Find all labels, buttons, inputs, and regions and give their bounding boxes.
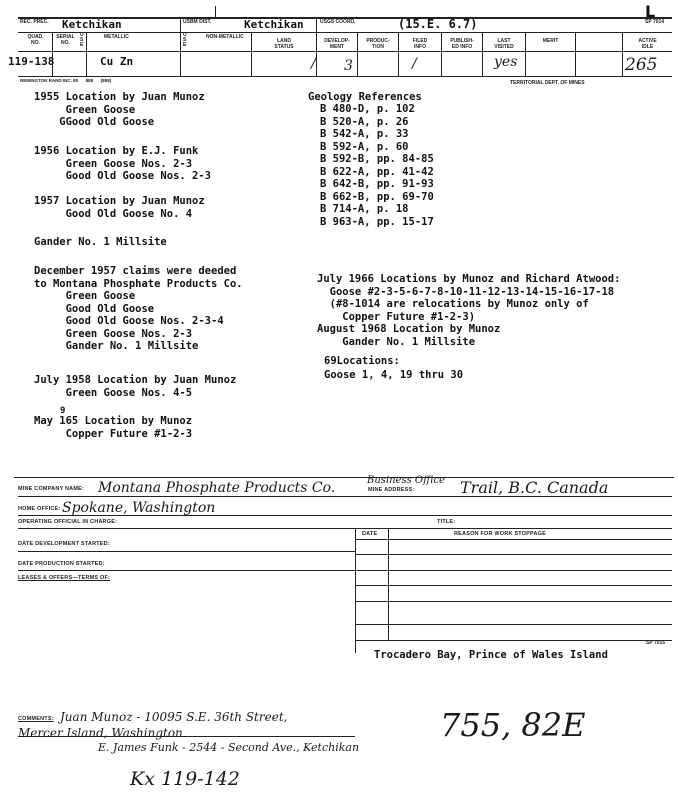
territorial-dept: TERRITORIAL DEPT. OF MINES xyxy=(510,80,585,86)
usbm-dist-label: USBM DIST. xyxy=(183,19,212,25)
comments-label: COMMENTS: xyxy=(18,716,54,722)
serial-no-label: SERIAL NO. xyxy=(56,34,75,46)
mine-address-value: Trail, B.C. Canada xyxy=(460,478,609,497)
stoppage-date-label: DATE xyxy=(362,531,378,537)
left-line: Green Goose xyxy=(34,290,136,302)
usgs-coord-label: USGS COORD. xyxy=(320,19,356,25)
geology-ref: B 480-D, p. 102 xyxy=(320,103,415,115)
right-line: Goose #2-3-5-6-7-8-10-11-12-13-14-15-16-17-18 xyxy=(317,285,615,298)
corner-mark: L xyxy=(645,2,656,21)
geology-ref: B 592-B, pp. 84-85 xyxy=(320,153,434,165)
title-label: TITLE: xyxy=(437,519,456,525)
comments-line: E. James Funk - 2544 - Second Ave., Ketchikan xyxy=(98,741,360,754)
left-line: GGood Old Goose xyxy=(34,116,155,128)
left-line: 1956 Location by E.J. Funk xyxy=(34,145,199,157)
right-line: Goose 1, 4, 19 thru 30 xyxy=(324,369,464,381)
rec-prec-value: Ketchikan xyxy=(62,18,122,31)
location-description: Trocadero Bay, Prince of Wales Island xyxy=(374,649,608,661)
quad-no-label: QUAD. NO. xyxy=(27,34,44,46)
mine-company-label: MINE COMPANY NAME: xyxy=(18,486,85,492)
production-label: PRODUC- TION xyxy=(366,38,390,50)
filed-info-label: FILED INFO xyxy=(412,38,428,50)
geology-ref: B 542-A, p. 33 xyxy=(320,128,409,140)
form-number-lower: SP 7015 xyxy=(646,640,666,646)
left-line: Copper Future #1-2-3 xyxy=(34,428,193,440)
land-status-value: / xyxy=(311,56,316,72)
left-line: 1955 Location by Juan Munoz xyxy=(34,91,205,103)
published-info-value: yes xyxy=(494,54,518,70)
metallic-side-letters: U S E xyxy=(80,32,84,48)
mine-company-value: Montana Phosphate Products Co. xyxy=(98,480,336,496)
metallic-value: Cu Zn xyxy=(100,55,134,68)
left-line: Good Old Goose No. 4 xyxy=(34,207,193,220)
last-visited-label: LAST VISITED xyxy=(494,38,514,50)
home-office-label: HOME OFFICE: xyxy=(18,506,61,512)
left-line: July 1958 Location by Juan Munoz xyxy=(34,374,237,386)
land-status-label: LAND STATUS xyxy=(274,38,294,50)
left-line: Green Goose Nos. 4-5 xyxy=(34,386,193,399)
form-number-top: SP 7014 xyxy=(645,19,665,25)
comments-line: Mercer Island, Washington xyxy=(18,726,183,740)
geology-ref: B 642-B, pp. 91-93 xyxy=(320,178,434,190)
date-production-label: DATE PRODUCTION STARTED: xyxy=(18,561,105,567)
active-idle-value: 265 xyxy=(625,55,658,75)
left-line: Good Old Goose Nos. 2-3 xyxy=(34,170,212,182)
left-line: Good Old Goose Nos. 2-3-4 xyxy=(34,315,224,327)
left-line: to Montana Phosphate Products Co. xyxy=(34,277,243,290)
geology-ref: B 662-B, pp. 69-70 xyxy=(320,190,434,203)
mine-address-label: MINE ADDRESS: xyxy=(368,487,415,493)
right-line: 69Locations: xyxy=(324,355,400,367)
geology-ref: B 963-A, pp. 15-17 xyxy=(320,215,434,228)
leases-offers-label: LEASES & OFFERS—TERMS OF: xyxy=(18,575,111,581)
right-line: July 1966 Locations by Munoz and Richard Atwood: xyxy=(317,273,621,285)
big-handwritten-number: 755, 82E xyxy=(440,706,586,744)
left-line: Green Goose xyxy=(34,103,136,116)
right-line: August 1968 Location by Munoz xyxy=(317,323,501,335)
left-line: Green Goose Nos. 2-3 xyxy=(34,157,193,170)
may-insert-digit: 9 xyxy=(60,406,66,416)
quad-serial-value: 119-138 xyxy=(8,55,55,68)
stoppage-reason-label: REASON FOR WORK STOPPAGE xyxy=(454,531,546,537)
active-idle-label: ACTIVE IDLE xyxy=(638,38,657,50)
geology-ref: B 622-A, pp. 41-42 xyxy=(320,165,434,178)
geology-ref: B 520-A, p. 26 xyxy=(320,115,409,128)
left-line: Gander No. 1 Millsite xyxy=(34,236,167,248)
production-value: / xyxy=(412,56,417,72)
usgs-coord-value: (15.E. 6.7) xyxy=(398,17,478,31)
left-line: Green Goose Nos. 2-3 xyxy=(34,327,193,340)
left-line: Good Old Goose xyxy=(34,302,155,315)
development-label: DEVELOP- MENT xyxy=(324,38,350,50)
right-line: Copper Future #1-2-3) xyxy=(317,310,476,323)
business-office-note: Business Office xyxy=(367,475,445,486)
geology-ref: B 592-A, p. 60 xyxy=(320,140,409,153)
bottom-code: Kx 119-142 xyxy=(130,768,240,790)
geology-ref: B 714-A, p. 18 xyxy=(320,203,409,215)
right-line: (#8-1014 are relocations by Munoz only of xyxy=(317,298,589,310)
merit-label: MERIT xyxy=(542,38,559,44)
usbm-dist-value: Ketchikan xyxy=(244,18,304,31)
geology-title: Geology References xyxy=(308,91,422,103)
left-line: December 1957 claims were deeded xyxy=(34,265,237,277)
date-development-label: DATE DEVELOPMENT STARTED: xyxy=(18,541,110,547)
non-metallic-label: NON-METALLIC xyxy=(206,34,244,40)
comments-line: Juan Munoz - 10095 S.E. 36th Street, xyxy=(60,710,288,724)
left-line: 1957 Location by Juan Munoz xyxy=(34,195,205,207)
development-value: 3 xyxy=(344,58,353,74)
metallic-label: METALLIC xyxy=(104,34,129,40)
left-line: Gander No. 1 Millsite xyxy=(34,340,199,352)
printer-imprint: REMINGTON RAND INC. 80 888 (888) xyxy=(20,78,112,83)
non-metallic-side-letters: U S E xyxy=(183,32,187,48)
left-line: May 165 Location by Munoz xyxy=(34,415,193,427)
published-info-label: PUBLISH- ED INFO xyxy=(450,38,474,50)
rec-prec-label: REC. PREC. xyxy=(20,19,49,25)
right-line: Gander No. 1 Millsite xyxy=(317,335,476,348)
home-office-value: Spokane, Washington xyxy=(62,500,216,516)
operating-official-label: OPERATING OFFICIAL IN CHARGE: xyxy=(18,519,118,525)
